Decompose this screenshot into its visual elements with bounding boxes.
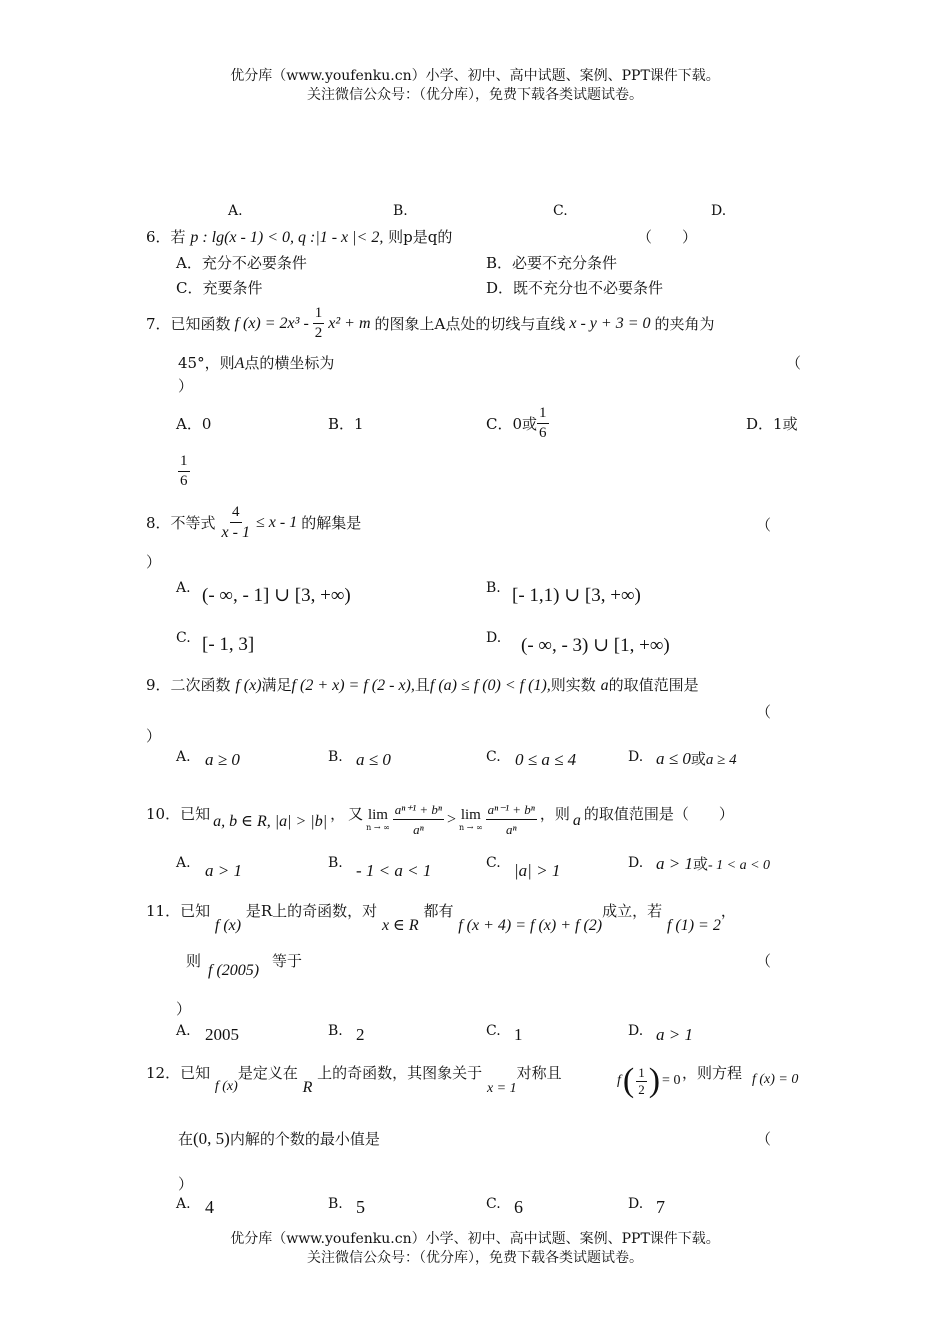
q6-math: p : lg(x - 1) < 0, q :|1 - x |< 2, xyxy=(190,229,384,246)
q12-paren-open: （ xyxy=(756,1130,772,1148)
q8-option-d: (- ∞, - 3) ∪ [1, +∞) xyxy=(521,635,670,656)
q10-condition: a, b ∈ R, |a| > |b| xyxy=(213,812,328,830)
q12-half xyxy=(636,1065,647,1098)
q10-frac2-den: aⁿ xyxy=(505,822,517,837)
q7-text1: 的图象上A点处的切线与直线 xyxy=(374,315,566,333)
q12-line2-pre: 在 xyxy=(178,1130,194,1148)
q7-frac-den: 2 xyxy=(314,325,323,341)
q12-symmetry: x = 1 xyxy=(486,1081,517,1096)
q6-text: 则p是q的 xyxy=(388,228,453,246)
q10-comma: ， xyxy=(330,805,346,823)
question-10 xyxy=(146,788,734,839)
q10-frac1 xyxy=(393,800,444,839)
q10-text3: 的取值范围是（ ） xyxy=(583,805,734,823)
page-header-line1: 优分库（www.youfenku.cn）小学、初中、高中试题、案例、PPT课件下载。 xyxy=(230,68,720,84)
q10-frac2-num: aⁿ⁻¹ + bⁿ xyxy=(486,800,537,820)
q11-option-a-label: A. xyxy=(176,1023,191,1039)
q7-option-a: A．0 xyxy=(176,415,212,433)
q9-number: 9．二次函数 xyxy=(146,676,231,694)
q9-function: f (x) xyxy=(235,677,262,694)
q12-option-d-label: D. xyxy=(628,1196,644,1212)
q8-text: 的解集是 xyxy=(301,514,362,532)
q9-paren-close: ） xyxy=(146,727,162,745)
question-8 xyxy=(146,503,361,542)
q10-frac2 xyxy=(486,800,537,839)
q8-frac-num: 4 xyxy=(230,503,242,523)
q6-answer-paren: （ ） xyxy=(637,228,698,246)
q6-option-d: D．既不充分也不必要条件 xyxy=(486,279,664,297)
q7-fraction xyxy=(313,304,325,343)
q7-line2-end: 点的横坐标为 xyxy=(244,354,335,372)
q10-option-b-label: B. xyxy=(328,855,343,871)
q9-text2: 且 xyxy=(414,676,430,694)
q11-comma: ， xyxy=(720,902,736,920)
q6-option-b: B．必要不充分条件 xyxy=(486,254,618,272)
q11-option-b-label: B. xyxy=(328,1023,343,1039)
q12-half-num: 1 xyxy=(638,1064,645,1080)
q9-text3: 则实数 xyxy=(550,676,596,694)
q9-condition2: f (a) ≤ f (0) < f (1), xyxy=(429,677,551,694)
q10-lim2 xyxy=(459,808,483,832)
q10-lim1 xyxy=(366,808,390,832)
q9-option-d1: a ≤ 0 xyxy=(656,749,691,768)
q7-paren-close: ） xyxy=(178,377,194,395)
q12-line2 xyxy=(178,1128,380,1149)
question-6 xyxy=(146,226,452,247)
q10-lim2-text: lim xyxy=(460,806,481,823)
q10-var: a xyxy=(572,811,581,829)
q11-condition: x ∈ R xyxy=(381,917,419,934)
q11-line2-end: 等于 xyxy=(272,952,303,970)
q12-function: f (x) xyxy=(214,1079,238,1094)
q7-line2 xyxy=(178,352,334,373)
q8-option-d-label: D. xyxy=(486,630,502,646)
q10-text1: 又 xyxy=(348,805,364,823)
q7-option-d-den: 6 xyxy=(180,473,188,489)
q10-frac1-den: aⁿ xyxy=(413,822,424,837)
q12-number: 12．已知 xyxy=(146,1064,211,1082)
q7-function-pre: f (x) = 2x³ - xyxy=(234,314,309,332)
q12-text2: 上的奇函数，其图象关于 xyxy=(317,1064,483,1082)
question-7 xyxy=(146,304,715,343)
question-9 xyxy=(146,674,699,695)
q11-option-c-label: C. xyxy=(486,1023,501,1039)
q9-option-b-label: B. xyxy=(328,749,343,765)
q12-equation: f (x) = 0 xyxy=(752,1072,799,1087)
q10-option-d xyxy=(656,853,770,874)
q7-option-c-num: 1 xyxy=(537,404,549,424)
q8-number: 8．不等式 xyxy=(146,514,216,532)
q5-option-d: D. xyxy=(711,203,727,219)
q7-function-post: x² + m xyxy=(328,314,371,332)
q7-option-d-frac xyxy=(178,452,190,491)
q8-inequality: ≤ x - 1 xyxy=(255,513,298,531)
q11-text3: 成立，若 xyxy=(602,902,663,920)
q7-option-d-num: 1 xyxy=(178,452,190,472)
q8-option-c: [- 1, 3] xyxy=(202,634,255,655)
q7-option-c xyxy=(486,404,549,443)
q10-option-c: |a| > 1 xyxy=(514,861,561,880)
page-footer-line2: 关注微信公众号：（优分库），免费下载各类试题试卷。 xyxy=(307,1250,643,1266)
q11-text2: 都有 xyxy=(423,902,454,920)
q12-interval: (0, 5) xyxy=(193,1129,230,1148)
q7-option-b: B．1 xyxy=(328,415,364,433)
page-header-line2: 关注微信公众号：（优分库），免费下载各类试题试卷。 xyxy=(307,87,643,103)
q11-f2005: f (2005) xyxy=(208,962,260,979)
q9-option-d-or: 或 xyxy=(690,750,706,768)
q9-text4: 的取值范围是 xyxy=(608,676,699,694)
q10-option-a-label: A. xyxy=(176,855,191,871)
q7-paren-open: （ xyxy=(786,354,802,372)
q11-option-c: 1 xyxy=(514,1025,523,1044)
q11-function: f (x) xyxy=(214,917,242,934)
q7-frac-num: 1 xyxy=(313,304,325,324)
q8-paren-open: （ xyxy=(756,516,772,534)
q8-option-a: (- ∞, - 1] ∪ [3, +∞) xyxy=(202,585,351,606)
q8-option-a-label: A. xyxy=(176,580,191,596)
q12-option-c: 6 xyxy=(514,1197,523,1217)
q12-f-half-pre: f xyxy=(617,1073,621,1088)
q7-line-eq: x - y + 3 = 0 xyxy=(569,314,651,332)
q11-line2 xyxy=(186,950,201,971)
q5-option-c: C. xyxy=(553,203,568,219)
q12-lparen: ( xyxy=(622,1062,635,1099)
q8-paren-close: ） xyxy=(146,553,162,571)
q9-option-d2: a ≥ 4 xyxy=(705,752,737,768)
q10-gt: > xyxy=(446,810,457,828)
q10-number: 10．已知 xyxy=(146,805,211,823)
q11-line2-pre: 则 xyxy=(186,952,202,970)
q12-f-half-post: = 0 xyxy=(662,1073,681,1088)
q12-text4: ，则方程 xyxy=(682,1064,743,1082)
q6-number: 6．若 xyxy=(146,228,186,246)
q7-line2-var: A xyxy=(234,355,245,372)
q7-option-c-den: 6 xyxy=(539,425,547,441)
q10-frac1-num: aⁿ⁺¹ + bⁿ xyxy=(393,800,444,820)
q7-text2: 的夹角为 xyxy=(654,315,715,333)
q12-half-den: 2 xyxy=(638,1081,645,1097)
q10-option-d1: a > 1 xyxy=(656,854,693,873)
q9-option-d xyxy=(656,748,737,769)
q5-option-a: A. xyxy=(228,203,243,219)
q10-option-d2: - 1 < a < 0 xyxy=(708,858,771,873)
q6-option-c: C．充要条件 xyxy=(176,279,263,297)
q11-option-b: 2 xyxy=(356,1025,365,1044)
q12-R: R xyxy=(302,1079,313,1096)
q11-number: 11．已知 xyxy=(146,902,211,920)
q8-option-b-label: B. xyxy=(486,580,501,596)
q9-paren-open: （ xyxy=(756,703,772,721)
q10-text2: ，则 xyxy=(539,805,570,823)
q7-option-c-frac xyxy=(537,404,549,443)
q7-line2-angle: 45°，则 xyxy=(178,354,235,372)
q9-option-a: a ≥ 0 xyxy=(205,750,240,769)
q6-option-a: A．充分不必要条件 xyxy=(176,254,307,272)
q12-option-c-label: C. xyxy=(486,1196,501,1212)
q9-text1: 满足 xyxy=(261,676,292,694)
q11-paren-open: （ xyxy=(756,952,772,970)
q10-lim1-sub: n → ∞ xyxy=(366,822,390,832)
q10-option-b: - 1 < a < 1 xyxy=(356,861,432,880)
page-footer-line1: 优分库（www.youfenku.cn）小学、初中、高中试题、案例、PPT课件下载。 xyxy=(230,1231,720,1247)
q12-option-a-label: A. xyxy=(176,1196,191,1212)
q8-option-b: [- 1,1) ∪ [3, +∞) xyxy=(512,585,641,606)
q10-option-d-or: 或 xyxy=(692,855,708,873)
q12-option-d: 7 xyxy=(656,1197,665,1217)
q9-option-c: 0 ≤ a ≤ 4 xyxy=(515,750,577,769)
q12-option-b: 5 xyxy=(356,1197,365,1217)
q11-equation2: f (1) = 2 xyxy=(666,917,721,934)
q9-option-b: a ≤ 0 xyxy=(356,750,391,769)
q8-fraction xyxy=(220,503,252,542)
q11-option-d-label: D. xyxy=(628,1023,644,1039)
q8-option-c-label: C. xyxy=(176,630,191,646)
q7-option-c-pre: C．0或 xyxy=(486,415,538,433)
q7-number: 7．已知函数 xyxy=(146,315,231,333)
q10-lim1-text: lim xyxy=(367,806,388,823)
q9-option-c-label: C. xyxy=(486,749,501,765)
q12-paren-close: ） xyxy=(178,1175,194,1193)
q9-option-a-label: A. xyxy=(176,749,191,765)
q8-frac-den: x - 1 xyxy=(221,524,250,541)
q7-option-d: D．1或 xyxy=(746,415,798,433)
q12-option-a: 4 xyxy=(205,1197,214,1217)
q11-option-a: 2005 xyxy=(205,1025,239,1044)
q9-option-d-label: D. xyxy=(628,749,644,765)
q12-f-half xyxy=(617,1064,680,1098)
q12-text3: 对称且 xyxy=(516,1064,562,1082)
q10-option-d-label: D. xyxy=(628,855,644,871)
q10-option-a: a > 1 xyxy=(205,861,242,880)
q12-line2-end: 内解的个数的最小值是 xyxy=(229,1130,380,1148)
q11-paren-close: ） xyxy=(176,1000,192,1018)
q12-text1: 是定义在 xyxy=(237,1064,298,1082)
question-12 xyxy=(146,1062,562,1096)
q9-condition: f (2 + x) = f (2 - x), xyxy=(291,677,415,694)
q12-option-b-label: B. xyxy=(328,1196,343,1212)
q9-var: a xyxy=(600,677,609,694)
q11-option-d: a > 1 xyxy=(656,1025,693,1044)
q10-option-c-label: C. xyxy=(486,855,501,871)
question-11 xyxy=(146,900,736,934)
q12-rparen: ) xyxy=(648,1062,661,1099)
q10-lim2-sub: n → ∞ xyxy=(459,822,483,832)
q11-equation: f (x + 4) = f (x) + f (2) xyxy=(458,917,603,934)
q5-option-b: B. xyxy=(393,203,408,219)
q11-text1: 是R上的奇函数，对 xyxy=(245,902,378,920)
